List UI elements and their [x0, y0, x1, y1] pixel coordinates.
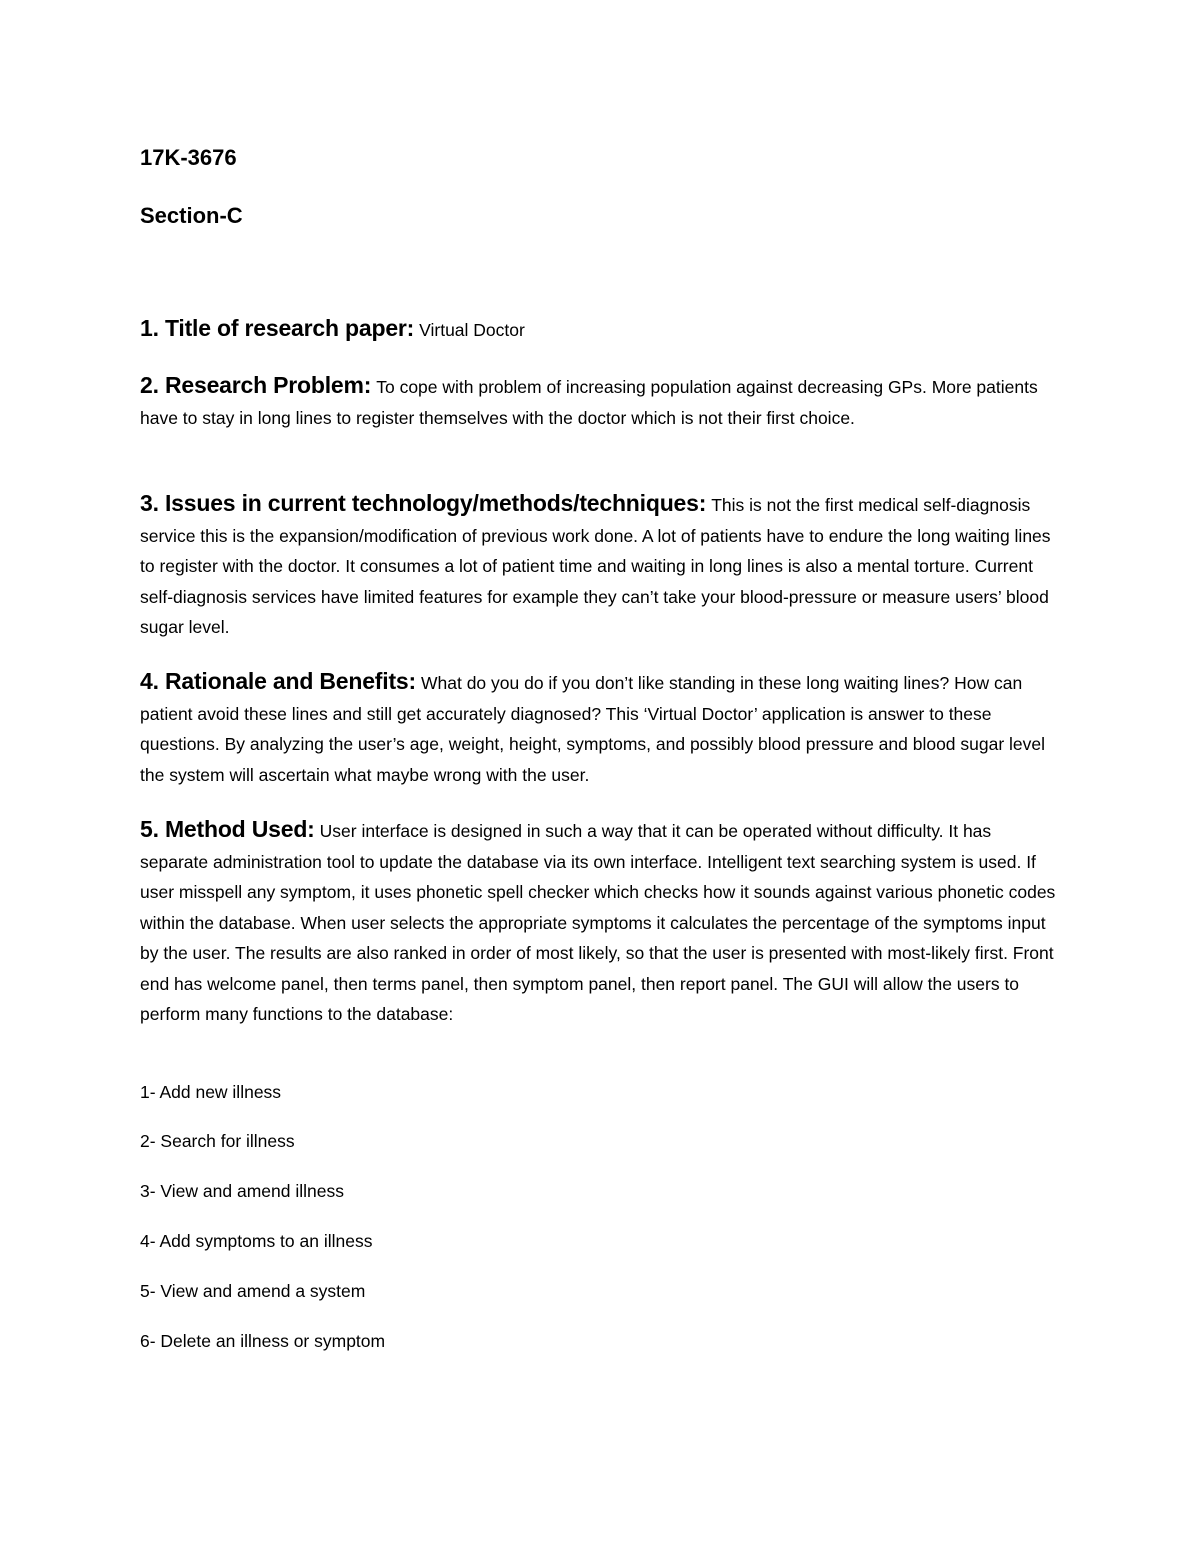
item-heading: 5. Method Used:: [140, 816, 315, 842]
item-heading: 1. Title of research paper:: [140, 315, 415, 341]
item-heading: 4. Rationale and Benefits:: [140, 668, 416, 694]
item-issues: [140, 488, 1060, 643]
item-text: What do you do if you don’t like standing in these long waiting lines? How can patient avoid these lines and still get accurately diagnosed? This ‘Virtual Doctor’ application is answer to these questions. By analyzing the user’s age, weight, height, symptoms, and possibly blood pressure and blood sugar level the system will ascertain what maybe wrong with the user.: [140, 673, 1046, 785]
function-list-item: 6- Delete an illness or symptom: [140, 1331, 386, 1351]
function-list-item: 3- View and amend illness: [140, 1181, 344, 1201]
item-rationale: [140, 666, 1060, 790]
item-text: Virtual Doctor: [419, 320, 525, 340]
item-method: [140, 814, 1060, 1030]
item-text: This is not the first medical self-diagnosis service this is the expansion/modification of previous work done. A lot of patients have to endure the long waiting lines to register with the doctor. It consumes a lot of patient time and waiting in long lines is also a mental torture. Current self-diagnosis services have limited features for example they can’t take your blood-pressure or measure users’ blood sugar level.: [140, 495, 1051, 637]
item-text: User interface is designed in such a way that it can be operated without difficulty. It has separate administration tool to update the database via its own interface. Intelligent text searching system is used. If user misspell any symptom, it uses phonetic spell checker which checks how it sounds against various phonetic codes within the database. When user selects the appropriate symptoms it calculates the percentage of the symptoms input by the user. The results are also ranked in order of most likely, so that the user is presented with most-likely first. Front end has welcome panel, then terms panel, then symptom panel, then report panel. The GUI will allow the users to perform many functions to the database:: [140, 821, 1056, 1024]
item-research-problem: [140, 370, 1060, 433]
section-label: Section-C: [140, 203, 243, 228]
student-id: 17K-3676: [140, 145, 237, 170]
function-list-item: 4- Add symptoms to an illness: [140, 1231, 373, 1251]
item-text: To cope with problem of increasing population against decreasing GPs. More patients have to stay in long lines to register themselves with the doctor which is not their first choice.: [140, 377, 1038, 428]
function-list-item: 2- Search for illness: [140, 1131, 295, 1151]
item-title: [140, 313, 1060, 346]
item-heading: 2. Research Problem:: [140, 372, 372, 398]
function-list-item: 5- View and amend a system: [140, 1281, 366, 1301]
item-heading: 3. Issues in current technology/methods/techniques:: [140, 490, 707, 516]
function-list-item: 1- Add new illness: [140, 1082, 282, 1102]
